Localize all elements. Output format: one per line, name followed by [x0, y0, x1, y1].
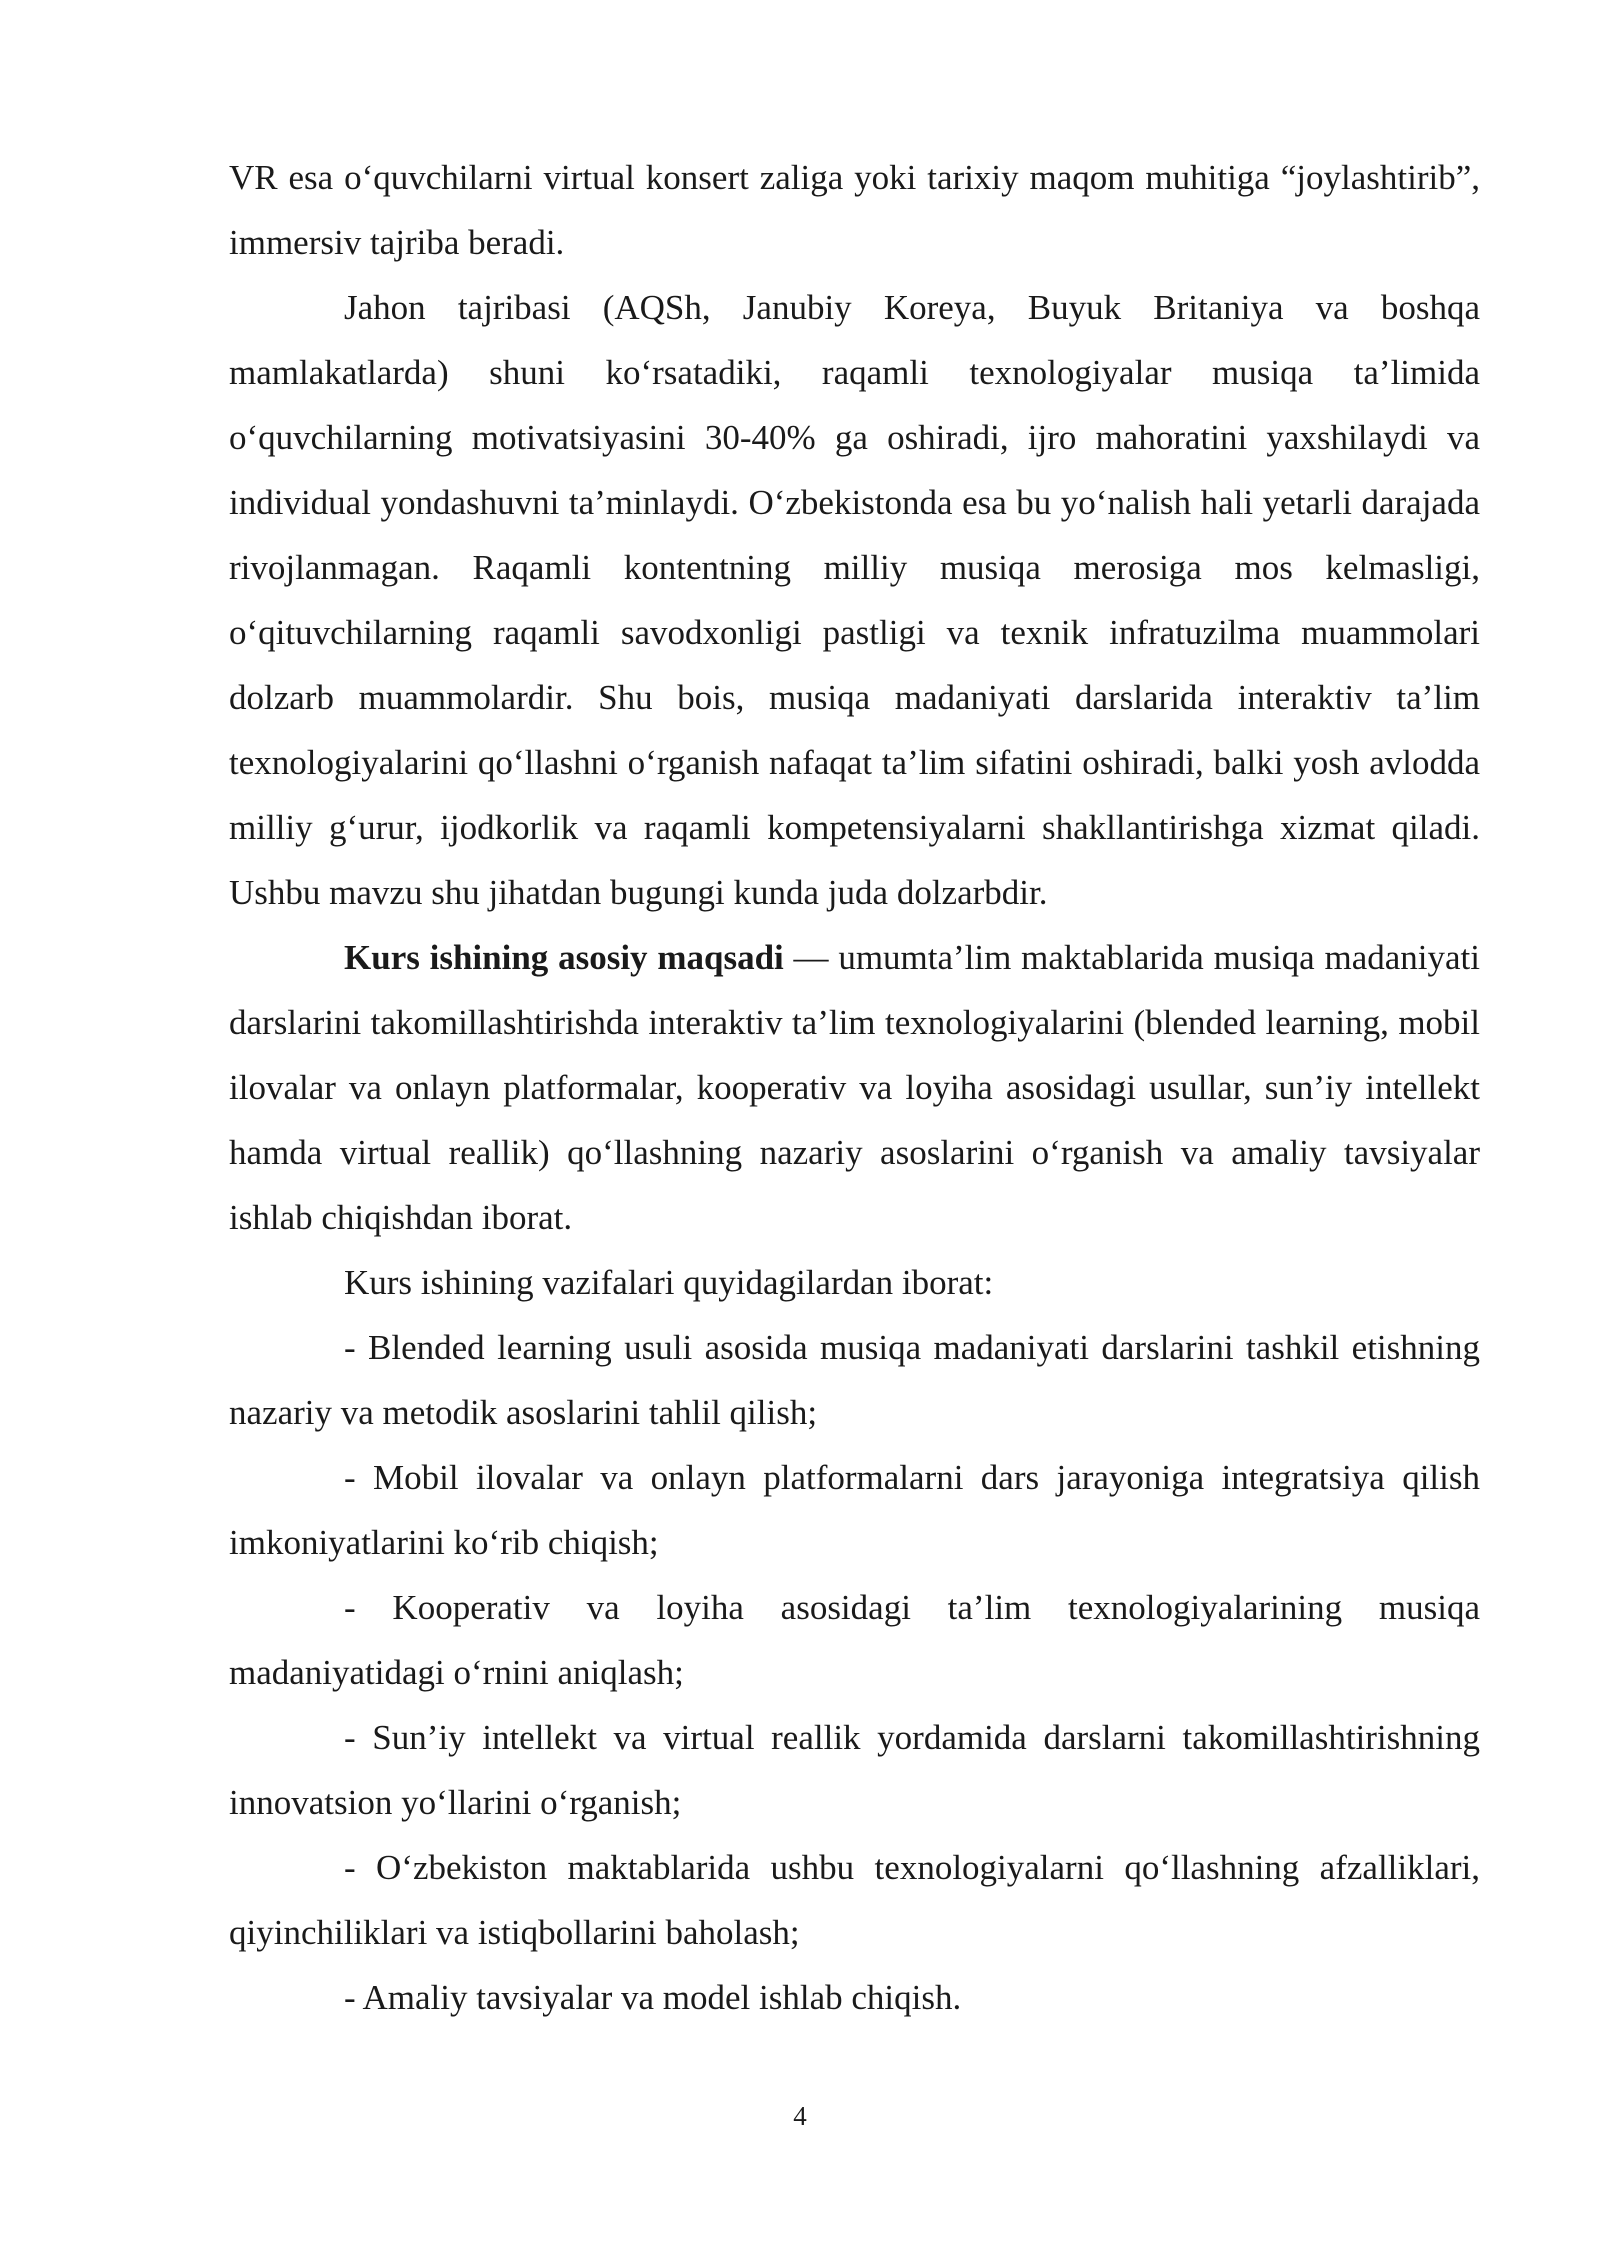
paragraph-tasks-heading [229, 1250, 1480, 1315]
list-item-task-3 [229, 1575, 1480, 1705]
paragraph-bold-lead: Kurs ishining asosiy maqsadi [344, 938, 784, 977]
list-item-task-6 [229, 1965, 1480, 2030]
document-body [229, 145, 1480, 2030]
paragraph-text: VR esa o‘quvchilarni virtual konsert zaliga yoki tarixiy maqom muhitiga “joylashtirib”, immersiv tajriba beradi. [229, 158, 1480, 262]
list-item-text: - Mobil ilovalar va onlayn platformalarni dars jarayoniga integratsiya qilish imkoniyatlarini ko‘rib chiqish; [229, 1458, 1480, 1562]
list-item-text: - O‘zbekiston maktablarida ushbu texnologiyalarni qo‘llashning afzalliklari, qiyinchiliklari va istiqbollarini baholash; [229, 1848, 1480, 1952]
list-item-task-4 [229, 1705, 1480, 1835]
paragraph-vr-intro [229, 145, 1480, 275]
list-item-task-2 [229, 1445, 1480, 1575]
list-item-task-1 [229, 1315, 1480, 1445]
paragraph-text: — umumta’lim maktablarida musiqa madaniyati darslarini takomillashtirishda interaktiv ta’lim texnologiyalarini (blended learning, mobil ilovalar va onlayn platformalar, kooperativ va loyiha asosidagi usullar, sun’iy intellekt hamda virtual reallik) qo‘llashning nazariy asoslarini o‘rganish va amaliy tavsiyalar ishlab chiqishdan iborat. [229, 938, 1480, 1237]
paragraph-world-experience [229, 275, 1480, 925]
list-item-task-5 [229, 1835, 1480, 1965]
page-number: 4 [793, 2101, 807, 2131]
list-item-text: - Kooperativ va loyiha asosidagi ta’lim texnologiyalarining musiqa madaniyatidagi o‘rnini aniqlash; [229, 1588, 1480, 1692]
paragraph-main-goal [229, 925, 1480, 1250]
paragraph-text: Jahon tajribasi (AQSh, Janubiy Koreya, Buyuk Britaniya va boshqa mamlakatlarda) shuni ko‘rsatadiki, raqamli texnologiyalar musiqa ta’limida o‘quvchilarning motivatsiyasini 30-40% ga oshiradi, ijro mahoratini yaxshilaydi va individual yondashuvni ta’minlaydi. O‘zbekistonda esa bu yo‘nalish hali yetarli darajada rivojlanmagan. Raqamli kontentning milliy musiqa merosiga mos kelmasligi, o‘qituvchilarning raqamli savodxonligi pastligi va texnik infratuzilma muammolari dolzarb muammolardir. Shu bois, musiqa madaniyati darslarida interaktiv ta’lim texnologiyalarini qo‘llashni o‘rganish nafaqat ta’lim sifatini oshiradi, balki yosh avlodda milliy g‘urur, ijodkorlik va raqamli kompetensiyalarni shakllantirishga xizmat qiladi. Ushbu mavzu shu jihatdan bugungi kunda juda dolzarbdir. [229, 288, 1480, 912]
list-item-text: - Amaliy tavsiyalar va model ishlab chiqish. [344, 1978, 962, 2017]
list-item-text: - Sun’iy intellekt va virtual reallik yordamida darslarni takomillashtirishning innovatsion yo‘llarini o‘rganish; [229, 1718, 1480, 1822]
paragraph-text: Kurs ishining vazifalari quyidagilardan iborat: [344, 1263, 994, 1302]
list-item-text: - Blended learning usuli asosida musiqa madaniyati darslarini tashkil etishning nazariy va metodik asoslarini tahlil qilish; [229, 1328, 1480, 1432]
